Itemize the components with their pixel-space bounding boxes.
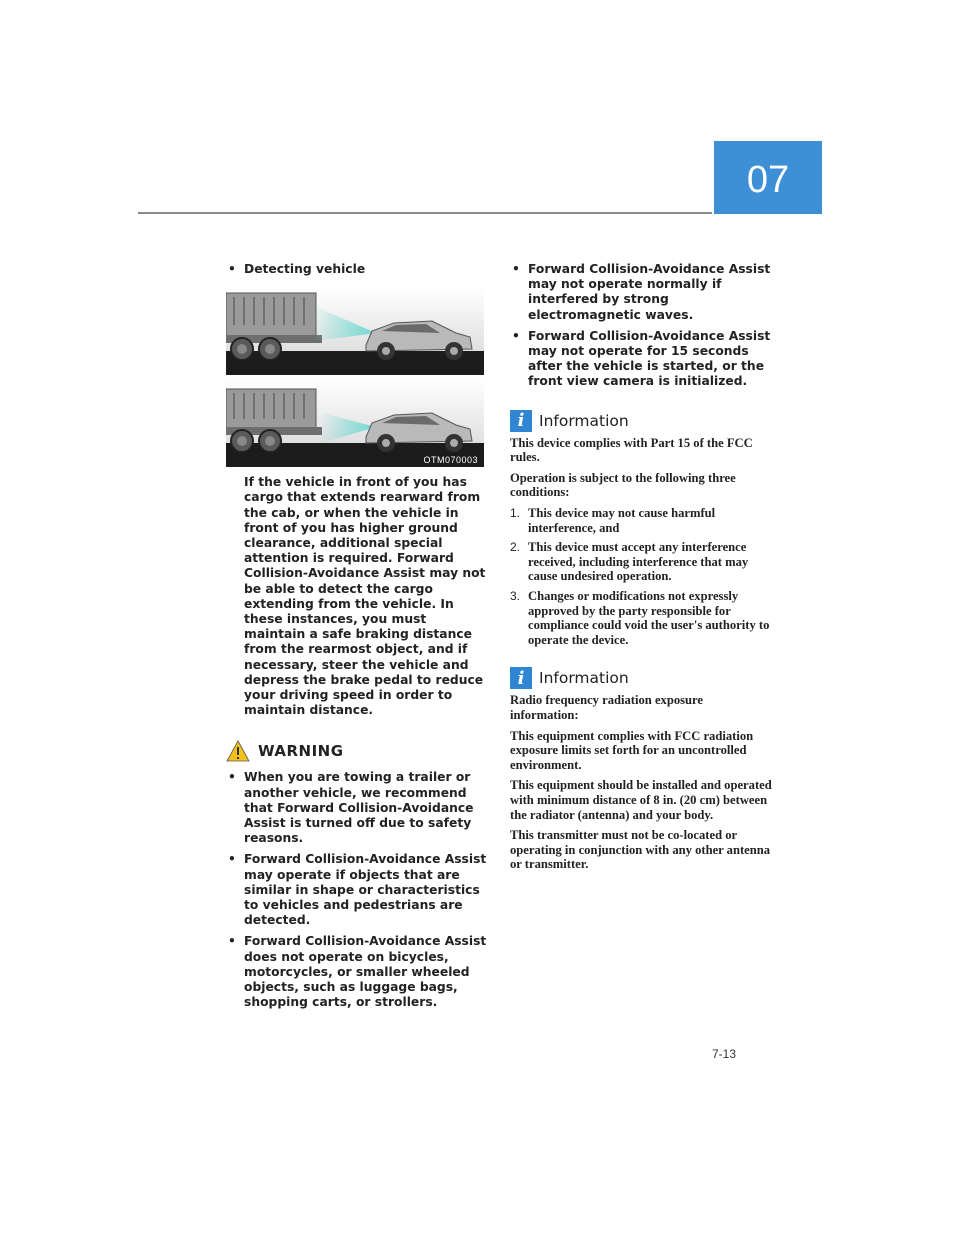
item-number: 3. — [510, 588, 521, 603]
vehicle-detection-figure — [226, 287, 484, 467]
figure-code: OTM070003 — [423, 455, 478, 466]
info-icon: i — [510, 667, 532, 689]
bullet-camera-init: • Forward Collision-Avoidance Assist may not operate for 15 seconds after the vehicle is started, or the front view camera is initialized. — [510, 329, 772, 390]
warning-heading — [226, 740, 488, 762]
item-number: 1. — [510, 506, 521, 520]
info-text: This equipment complies with FCC radiation exposure limits set forth for an uncontrolled environment. — [510, 728, 754, 772]
information-title: Information — [539, 669, 629, 688]
right-column — [510, 262, 772, 878]
chapter-tab: 07 — [714, 141, 822, 214]
information-title: Information — [539, 411, 629, 430]
warning-icon — [226, 740, 250, 762]
item-text: This device may not cause harmful interference, and — [528, 506, 716, 535]
left-column — [226, 262, 488, 1017]
info-text: This transmitter must not be co-located or operating in conjunction with any other antenna or transmitter. — [510, 828, 771, 872]
numbered-item — [510, 540, 772, 584]
bullet-electromagnetic: • Forward Collision-Avoidance Assist may not operate normally if interfered by strong electromagnetic waves. — [510, 262, 772, 323]
info-text: This equipment should be installed and operated with minimum distance of 8 in. (20 cm) between the radiator (antenna) and your body. — [510, 778, 772, 822]
warning-item: • Forward Collision-Avoidance Assist may operate if objects that are similar in shape or characteristics to vehicles and pedestrians are detected. — [226, 852, 488, 928]
info-text: Radio frequency radiation exposure information: — [510, 693, 703, 722]
item-text: Changes or modifications not expressly approved by the party responsible for compliance could void the user's authority to operate the device. — [528, 588, 770, 647]
info-text: This device complies with Part 15 of the FCC rules. — [510, 435, 753, 465]
detecting-vehicle-paragraph: If the vehicle in front of you has cargo that extends rearward from the cab, or when the vehicle in front of you has higher ground clearance, additional special attention is required. Forward Collision-Avoidance Assist may not be able to detect the cargo extending from the vehicle. In these instances, you must maintain a safe braking distance from the rearmost object, and if necessary, steer the vehicle and depress the brake pedal to reduce your driving speed in order to maintain distance. — [244, 475, 486, 718]
vehicle-detection-illustration — [226, 287, 484, 467]
info-text: Operation is subject to the following three conditions: — [510, 470, 736, 500]
page-number: 7-13 — [712, 1047, 737, 1061]
item-text: This device must accept any interference received, including interference that may cause undesired operation. — [528, 540, 749, 584]
numbered-item — [510, 506, 772, 535]
warning-item: • Forward Collision-Avoidance Assist does not operate on bicycles, motorcycles, or smaller wheeled objects, such as luggage bags, shopping carts, or strollers. — [226, 934, 488, 1010]
warning-item: • When you are towing a trailer or another vehicle, we recommend that Forward Collision-Avoidance Assist is turned off due to safety reasons. — [226, 770, 488, 846]
item-number: 2. — [510, 540, 521, 555]
bullet-detecting-vehicle: • Detecting vehicle — [226, 262, 488, 277]
warning-title: WARNING — [258, 742, 344, 761]
information-heading — [510, 667, 772, 689]
information-heading — [510, 410, 772, 432]
numbered-item — [510, 589, 772, 647]
header-rule — [138, 212, 712, 214]
info-icon: i — [510, 410, 532, 432]
